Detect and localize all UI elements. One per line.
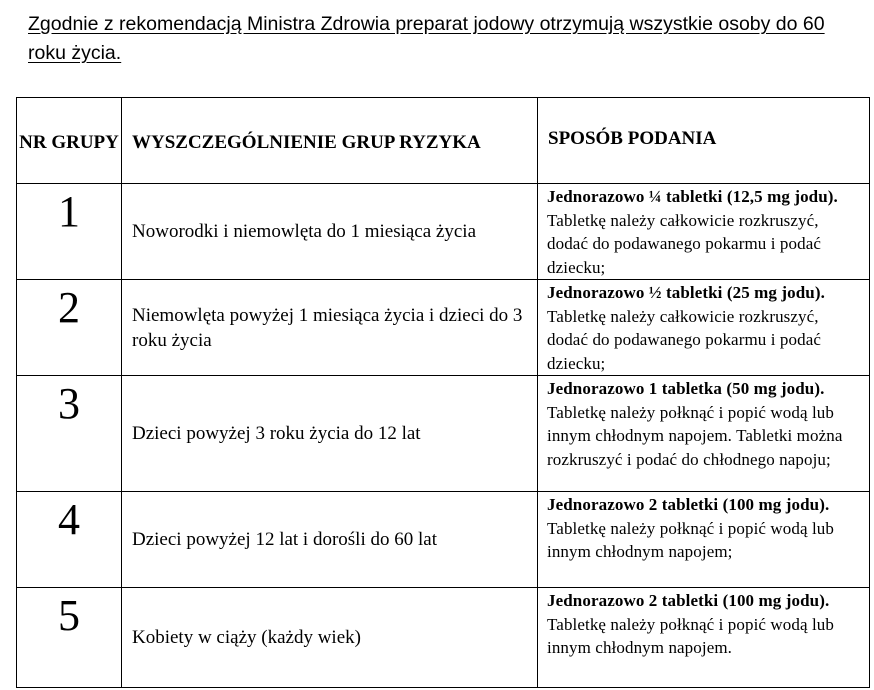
table-header-row bbox=[17, 98, 870, 184]
intro-text: Zgodnie z rekomendacją Ministra Zdrowia preparat jodowy otrzymują wszystkie osoby do 60 roku życia. bbox=[28, 13, 825, 64]
administration-method bbox=[538, 492, 870, 588]
administration-method bbox=[538, 184, 870, 280]
group-number: 5 bbox=[17, 588, 122, 688]
header-group: WYSZCZEGÓLNIENIE GRUP RYZYKA bbox=[122, 98, 538, 184]
group-description: Dzieci powyżej 12 lat i dorośli do 60 lat bbox=[122, 492, 538, 588]
table-row bbox=[17, 588, 870, 688]
group-description: Dzieci powyżej 3 roku życia do 12 lat bbox=[122, 376, 538, 492]
dose-text: Jednorazowo 2 tabletki (100 mg jodu). bbox=[547, 591, 830, 610]
table-row bbox=[17, 376, 870, 492]
table-row bbox=[17, 492, 870, 588]
group-number: 1 bbox=[17, 184, 122, 280]
instructions-text: Tabletkę należy połknąć i popić wodą lub innym chłodnym napojem. Tabletki można rozkruszyć i podać do chłodnego napoju; bbox=[547, 402, 843, 469]
instructions-text: Tabletkę należy całkowicie rozkruszyć, dodać do podawanego pokarmu i podać dziecku; bbox=[547, 306, 821, 373]
group-description: Niemowlęta powyżej 1 miesiąca życia i dzieci do 3 roku życia bbox=[122, 280, 538, 376]
table-row bbox=[17, 184, 870, 280]
instructions-text: Tabletkę należy połknąć i popić wodą lub innym chłodnym napojem. bbox=[547, 614, 834, 657]
administration-method bbox=[538, 280, 870, 376]
dose-text: Jednorazowo 1 tabletka (50 mg jodu). bbox=[547, 379, 825, 398]
table-row bbox=[17, 280, 870, 376]
group-number: 3 bbox=[17, 376, 122, 492]
dose-text: Jednorazowo ½ tabletki (25 mg jodu). bbox=[547, 283, 825, 302]
dose-text: Jednorazowo 2 tabletki (100 mg jodu). bbox=[547, 495, 830, 514]
group-description: Noworodki i niemowlęta do 1 miesiąca życia bbox=[122, 184, 538, 280]
header-method: SPOSÓB PODANIA bbox=[538, 98, 870, 184]
administration-method bbox=[538, 588, 870, 688]
group-number: 2 bbox=[17, 280, 122, 376]
instructions-text: Tabletkę należy całkowicie rozkruszyć, dodać do podawanego pokarmu i podać dziecku; bbox=[547, 210, 821, 277]
administration-method bbox=[538, 376, 870, 492]
header-nr: NR GRUPY bbox=[17, 98, 122, 184]
instructions-text: Tabletkę należy połknąć i popić wodą lub innym chłodnym napojem; bbox=[547, 518, 834, 561]
risk-groups-table bbox=[16, 97, 870, 688]
group-description: Kobiety w ciąży (każdy wiek) bbox=[122, 588, 538, 688]
group-number: 4 bbox=[17, 492, 122, 588]
dose-text: Jednorazowo ¼ tabletki (12,5 mg jodu). bbox=[547, 187, 838, 206]
